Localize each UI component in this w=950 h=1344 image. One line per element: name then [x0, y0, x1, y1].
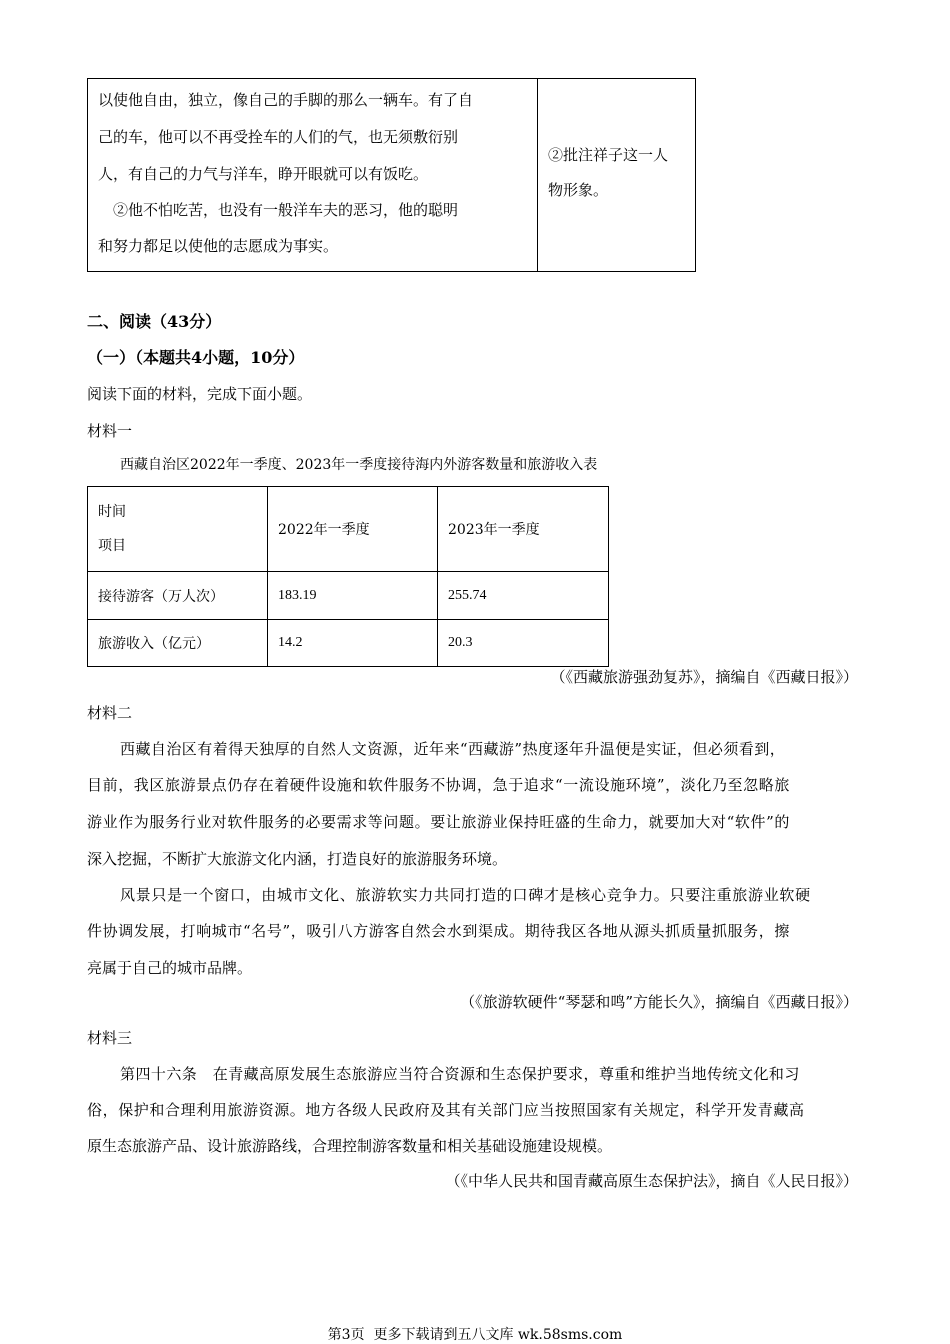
header-item: 项目: [98, 538, 126, 554]
source-citation: （《西藏旅游强劲复苏》，摘编自《西藏日报》）: [550, 668, 858, 686]
paragraph-line: 游业作为服务行业对软件服务的必要需求等问题。要让旅游业保持旺盛的生命力，就要加大对“软件”的: [87, 813, 790, 831]
header-time: 时间: [98, 504, 126, 520]
row-label: 接待游客（万人次）: [88, 572, 268, 620]
cell-value: 14.2: [268, 620, 438, 667]
cell-value: 255.74: [438, 572, 609, 620]
table-text-line: 以使他自由，独立，像自己的手脚的那么一辆车。有了自: [98, 91, 474, 109]
section-title: 二、阅读（43分）: [87, 312, 222, 331]
paragraph-line: 目前，我区旅游景点仍存在着硬件设施和软件服务不协调，急于追求“一流设施环境”，淡化乃至忽略旅: [87, 776, 790, 794]
paragraph-line: 风景只是一个窗口，由城市文化、旅游软实力共同打造的口碑才是核心竞争力。只要注重旅游业软硬: [120, 886, 811, 904]
paragraph-line: 件协调发展，打响城市“名号”，吸引八方游客自然会水到渠成。期待我区各地从源头抓质量抓服务，擦: [87, 922, 790, 940]
table-divider: [537, 79, 538, 271]
table-text-line: 人，有自己的力气与洋车，睁开眼就可以有饭吃。: [98, 165, 429, 183]
table-header-cell: [88, 487, 268, 572]
page-footer: 第3页 更多下载请到五八文库 wk.58sms.com: [327, 1327, 623, 1343]
annotation-note: 物形象。: [548, 181, 609, 199]
source-citation: （《中华人民共和国青藏高原生态保护法》，摘自《人民日报》）: [445, 1172, 858, 1190]
source-citation: （《旅游软硬件“琴瑟和鸣”方能长久》，摘编自《西藏日报》）: [460, 993, 858, 1011]
column-header-2023: 2023年一季度: [438, 487, 609, 572]
annotation-note: ②批注祥子这一人: [548, 146, 669, 164]
instruction: 阅读下面的材料，完成下面小题。: [87, 385, 313, 403]
cell-value: 183.19: [268, 572, 438, 620]
table-text-line: 己的车，他可以不再受拴车的人们的气，也无须敷衍别: [98, 128, 459, 146]
paragraph-line: 原生态旅游产品、设计旅游路线，合理控制游客数量和相关基础设施建设规模。: [87, 1137, 613, 1155]
material-label: 材料二: [87, 704, 133, 722]
paragraph-line: 第四十六条 在青藏高原发展生态旅游应当符合资源和生态保护要求，尊重和维护当地传统文化和习: [120, 1065, 800, 1083]
paragraph-line: 西藏自治区有着得天独厚的自然人文资源，近年来“西藏游”热度逐年升温便是实证，但必须看到，: [120, 740, 786, 758]
table-row: [88, 572, 609, 620]
material-label: 材料三: [87, 1029, 133, 1047]
table-text-line: 和努力都足以使他的志愿成为事实。: [98, 237, 339, 255]
paragraph-line: 亮属于自己的城市品牌。: [87, 959, 253, 977]
top-table: [87, 78, 696, 272]
subsection-title: （一）（本题共4小题，10分）: [87, 348, 305, 367]
paragraph-line: 俗，保护和合理利用旅游资源。地方各级人民政府及其有关部门应当按照国家有关规定，科学开发青藏高: [87, 1101, 805, 1119]
paragraph-line: 深入挖掘，不断扩大旅游文化内涵，打造良好的旅游服务环境。: [87, 850, 508, 868]
tourism-data-table: [87, 486, 609, 667]
cell-value: 20.3: [438, 620, 609, 667]
table-caption: 西藏自治区2022年一季度、2023年一季度接待海内外游客数量和旅游收入表: [120, 457, 598, 473]
table-text-line: ②他不怕吃苦，也没有一般洋车夫的恶习，他的聪明: [98, 201, 459, 219]
table-row: [88, 620, 609, 667]
column-header-2022: 2022年一季度: [268, 487, 438, 572]
row-label: 旅游收入（亿元）: [88, 620, 268, 667]
material-label: 材料一: [87, 422, 133, 440]
